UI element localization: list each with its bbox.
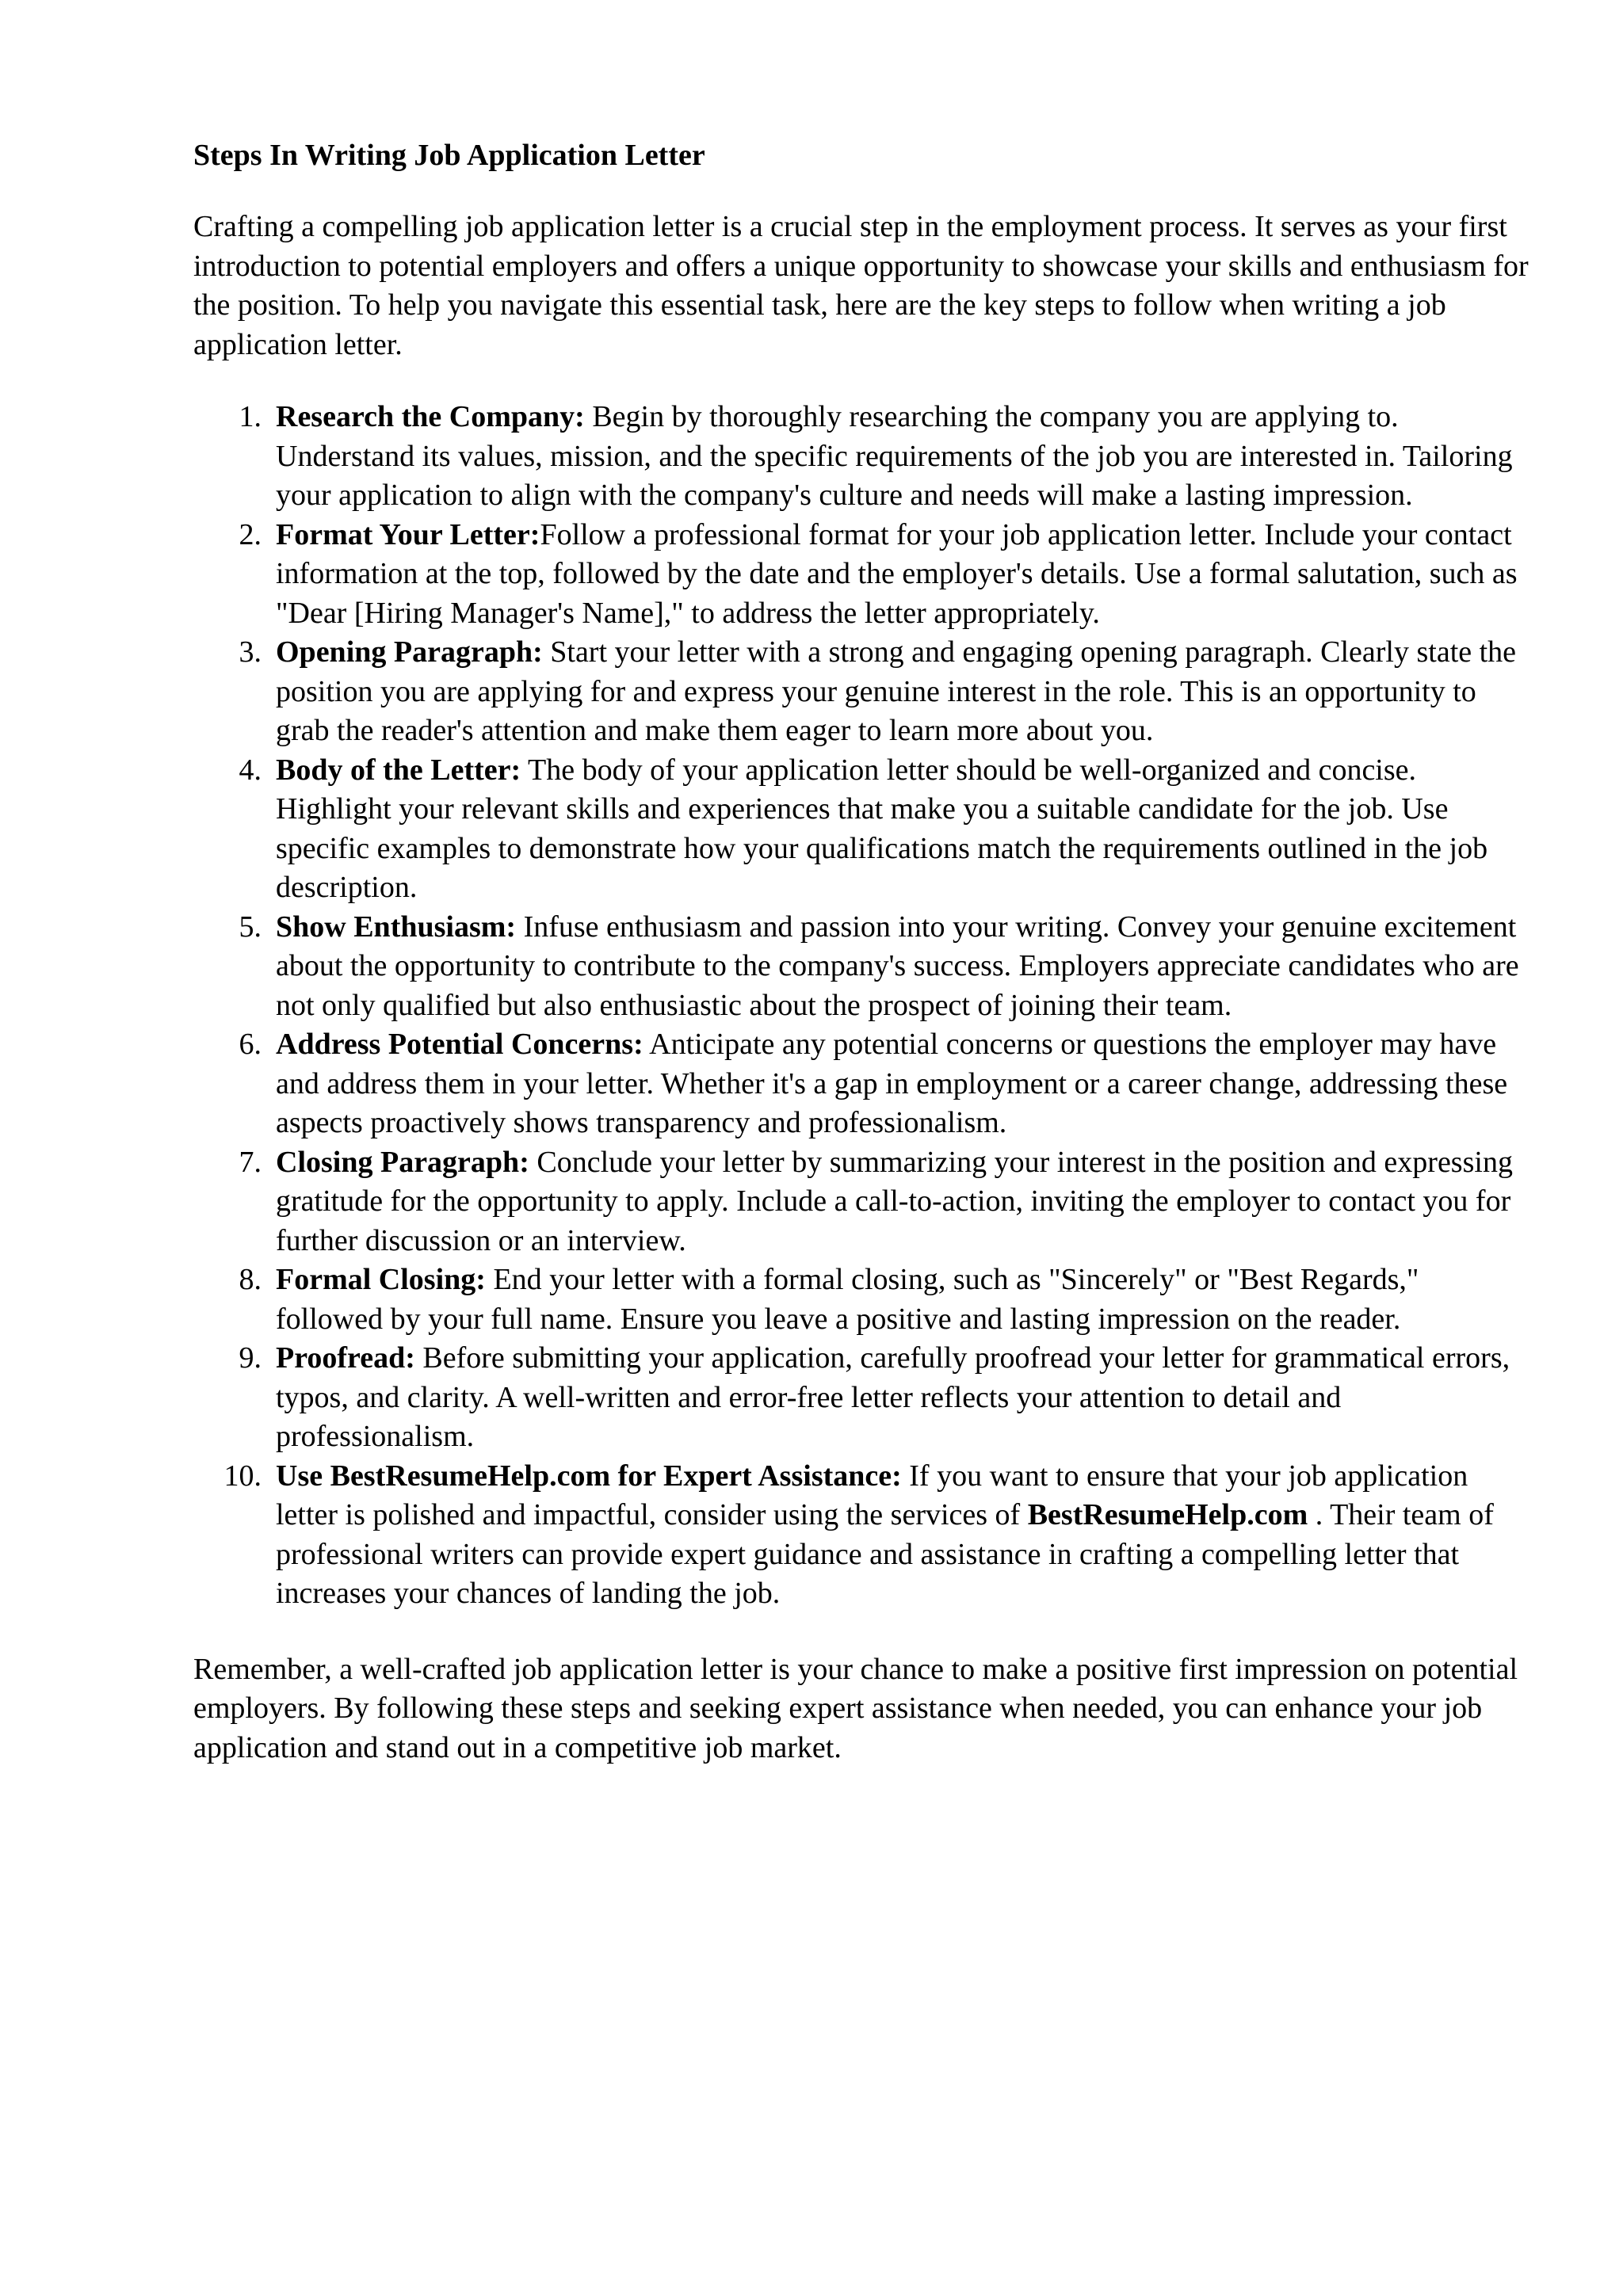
step-text: Follow a professional format for your job application letter. Include your contact information at the top, followed by the date and the employer's details. Use a formal salutation, such as "Dear [Hiring Manager's Name]," to address the letter appropriately. — [276, 517, 1518, 630]
list-item — [193, 1261, 1533, 1339]
step-heading: Show Enthusiasm: — [276, 910, 517, 944]
step-text: Infuse enthusiasm and passion into your writing. Convey your genuine excitement about the opportunity to contribute to the company's success. Employers appreciate candidates who are not only qualified but also enthusiastic about the prospect of joining their team. — [276, 910, 1519, 1022]
step-number: 10. — [223, 1459, 262, 1493]
step-heading: Opening Paragraph: — [276, 635, 543, 669]
step-heading: Formal Closing: — [276, 1263, 486, 1296]
step-number: 9. — [239, 1341, 262, 1375]
step-heading: Use BestResumeHelp.com for Expert Assistance: — [276, 1459, 902, 1493]
list-item — [193, 1143, 1533, 1261]
list-item — [193, 1457, 1533, 1614]
conclusion-paragraph: Remember, a well-crafted job application letter is your chance to make a positive first impression on potential employers. By following these steps and seeking expert assistance when needed, you can enhance your job application and stand out in a competitive job market. — [193, 1652, 1518, 1764]
step-text: The body of your application letter should be well-organized and concise. Highlight your relevant skills and experiences that make you a suitable candidate for the job. Use specific examples to demonstrate how your qualifications match the requirements outlined in the job description. — [276, 753, 1488, 904]
steps-list — [193, 398, 1533, 1614]
list-item — [193, 908, 1533, 1026]
step-heading: Body of the Letter: — [276, 753, 521, 787]
step-number: 4. — [239, 753, 262, 787]
step-text: Start your letter with a strong and engaging opening paragraph. Clearly state the position you are applying for and express your genuine interest in the role. This is an opportunity to grab the reader's attention and make them eager to learn more about you. — [276, 635, 1517, 747]
step-text: Begin by thoroughly researching the company you are applying to. Understand its values, mission, and the specific requirements of the job you are interested in. Tailoring your application to align with the company's culture and needs will make a lasting impression. — [276, 400, 1513, 512]
step-text: Anticipate any potential concerns or questions the employer may have and address them in your letter. Whether it's a gap in employment or a career change, addressing these aspects proactively shows transparency and professionalism. — [276, 1028, 1508, 1139]
list-item — [193, 633, 1533, 751]
step-number: 1. — [239, 400, 262, 433]
step-heading: Proofread: — [276, 1341, 415, 1375]
step-heading: Closing Paragraph: — [276, 1145, 529, 1179]
step-text: If you want to ensure that your job application letter is polished and impactful, consider using the services of — [276, 1459, 1468, 1531]
step-heading: Address Potential Concerns: — [276, 1028, 643, 1061]
step-text: End your letter with a formal closing, such as "Sincerely" or "Best Regards," followed by your full name. Ensure you leave a positive and lasting impression on the reader. — [276, 1263, 1419, 1336]
document-title: Steps In Writing Job Application Letter — [193, 139, 705, 172]
list-item — [193, 398, 1533, 516]
step-number: 2. — [239, 517, 262, 551]
step-number: 6. — [239, 1028, 262, 1061]
list-item — [193, 516, 1533, 634]
step-heading: Research the Company: — [276, 400, 585, 433]
bestresumehelp-link[interactable]: BestResumeHelp.com — [1027, 1498, 1308, 1531]
step-heading: Format Your Letter: — [276, 517, 540, 551]
step-number: 3. — [239, 635, 262, 669]
step-text: Conclude your letter by summarizing your interest in the position and expressing gratitude for the opportunity to apply. Include a call-to-action, inviting the employer to contact you for further discussion or an interview. — [276, 1145, 1513, 1257]
step-number: 5. — [239, 910, 262, 944]
step-text: Before submitting your application, carefully proofread your letter for grammatical errors, typos, and clarity. A well-written and error-free letter reflects your attention to detail and professionalism. — [276, 1341, 1510, 1453]
list-item — [193, 751, 1533, 908]
document-page — [193, 136, 1533, 1768]
step-number: 7. — [239, 1145, 262, 1179]
step-number: 8. — [239, 1263, 262, 1296]
step-text-continued: . Their team of professional writers can provide expert guidance and assistance in crafting a compelling letter that increases your chances of landing the job. — [276, 1498, 1494, 1610]
list-item — [193, 1339, 1533, 1457]
intro-paragraph: Crafting a compelling job application letter is a crucial step in the employment process. It serves as your first introduction to potential employers and offers a unique opportunity to showcase your skills and enthusiasm for the position. To help you navigate this essential task, here are the key steps to follow when writing a job application letter. — [193, 210, 1529, 361]
list-item — [193, 1025, 1533, 1143]
